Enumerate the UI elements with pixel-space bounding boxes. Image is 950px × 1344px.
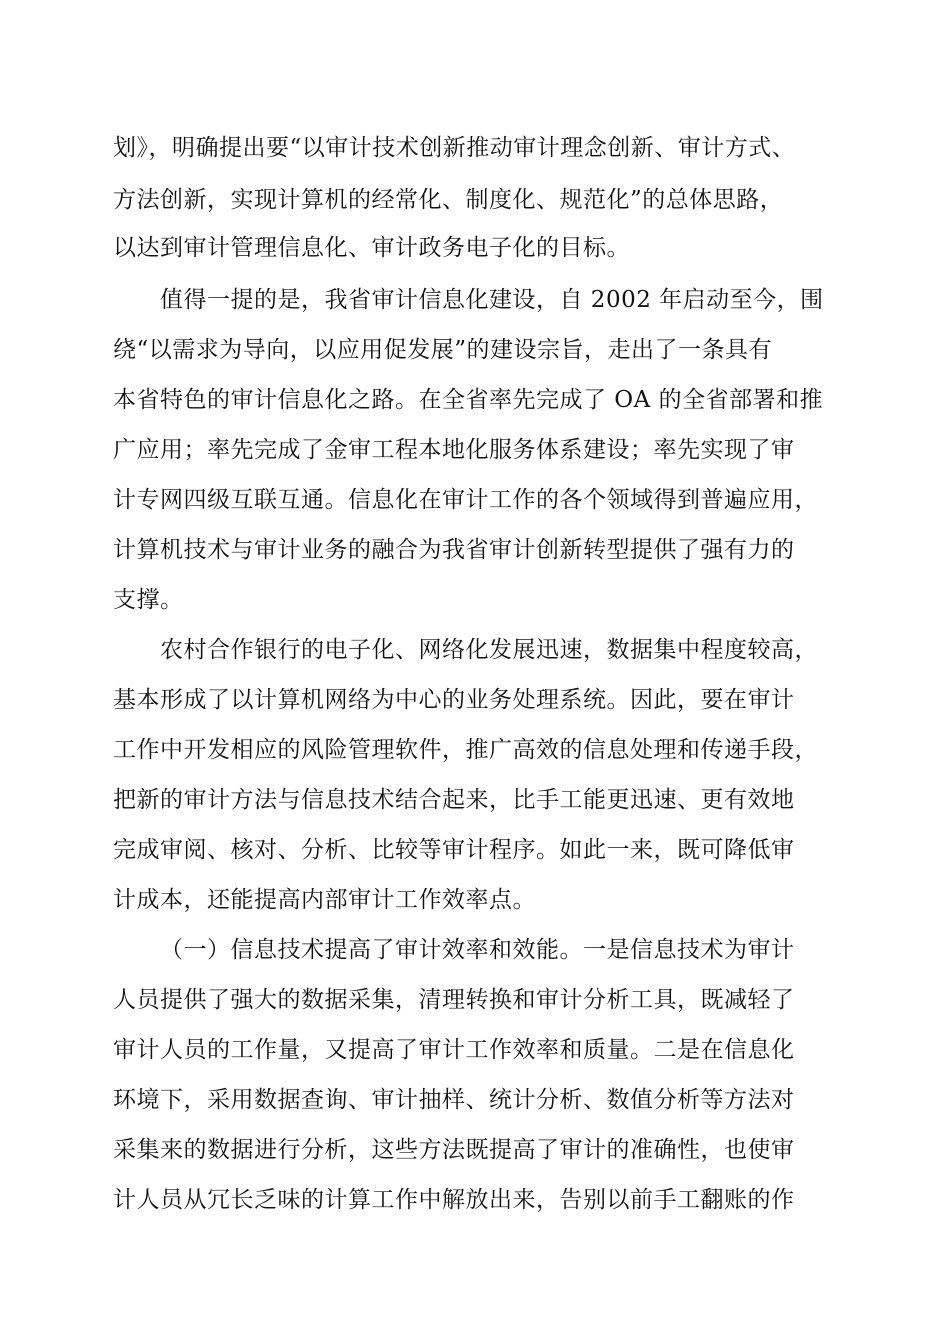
text-line: 人员提供了强大的数据采集，清理转换和审计分析工具，既减轻了 [113, 987, 795, 1013]
paragraph-start-line: （一）信息技术提高了审计效率和效能。一是信息技术为审计 [160, 937, 795, 963]
text-line: 绕“以需求为导向，以应用促发展”的建设宗旨，走出了一条具有 [113, 337, 773, 363]
text-line: 以达到审计管理信息化、审计政务电子化的目标。 [113, 235, 630, 261]
text-line: 方法创新，实现计算机的经常化、制度化、规范化”的总体思路， [113, 187, 784, 213]
text-line: 环境下，采用数据查询、审计抽样、统计分析、数值分析等方法对 [113, 1087, 795, 1113]
text-line: 计专网四级互联互通。信息化在审计工作的各个领域得到普遍应用， [113, 487, 818, 513]
text-line: 广应用；率先完成了金审工程本地化服务体系建设；率先实现了审 [113, 437, 795, 463]
text-line: 采集来的数据进行分析，这些方法既提高了审计的准确性，也使审 [113, 1137, 795, 1163]
text-line: 工作中开发相应的风险管理软件，推广高效的信息处理和传递手段， [113, 737, 818, 763]
text-line: 基本形成了以计算机网络为中心的业务处理系统。因此，要在审计 [113, 687, 795, 713]
paragraph-start-line: 农村合作银行的电子化、网络化发展迅速，数据集中程度较高， [160, 637, 818, 663]
text-line: 计人员从冗长乏味的计算工作中解放出来，告别以前手工翻账的作 [113, 1187, 795, 1213]
text-line: 支撑。 [113, 587, 184, 613]
text-line: 计算机技术与审计业务的融合为我省审计创新转型提供了强有力的 [113, 537, 795, 563]
text-line: 审计人员的工作量，又提高了审计工作效率和质量。二是在信息化 [113, 1037, 795, 1063]
text-line: 划》，明确提出要“以审计技术创新推动审计理念创新、审计方式、 [113, 135, 796, 161]
text-line: 本省特色的审计信息化之路。在全省率先完成了 OA 的全省部署和推 [113, 387, 824, 413]
text-line: 计成本，还能提高内部审计工作效率点。 [113, 887, 536, 913]
paragraph-start-line: 值得一提的是，我省审计信息化建设，自 2002 年启动至今，围 [160, 287, 824, 313]
text-line: 把新的审计方法与信息技术结合起来，比手工能更迅速、更有效地 [113, 787, 795, 813]
text-line: 完成审阅、核对、分析、比较等审计程序。如此一来，既可降低审 [113, 837, 795, 863]
